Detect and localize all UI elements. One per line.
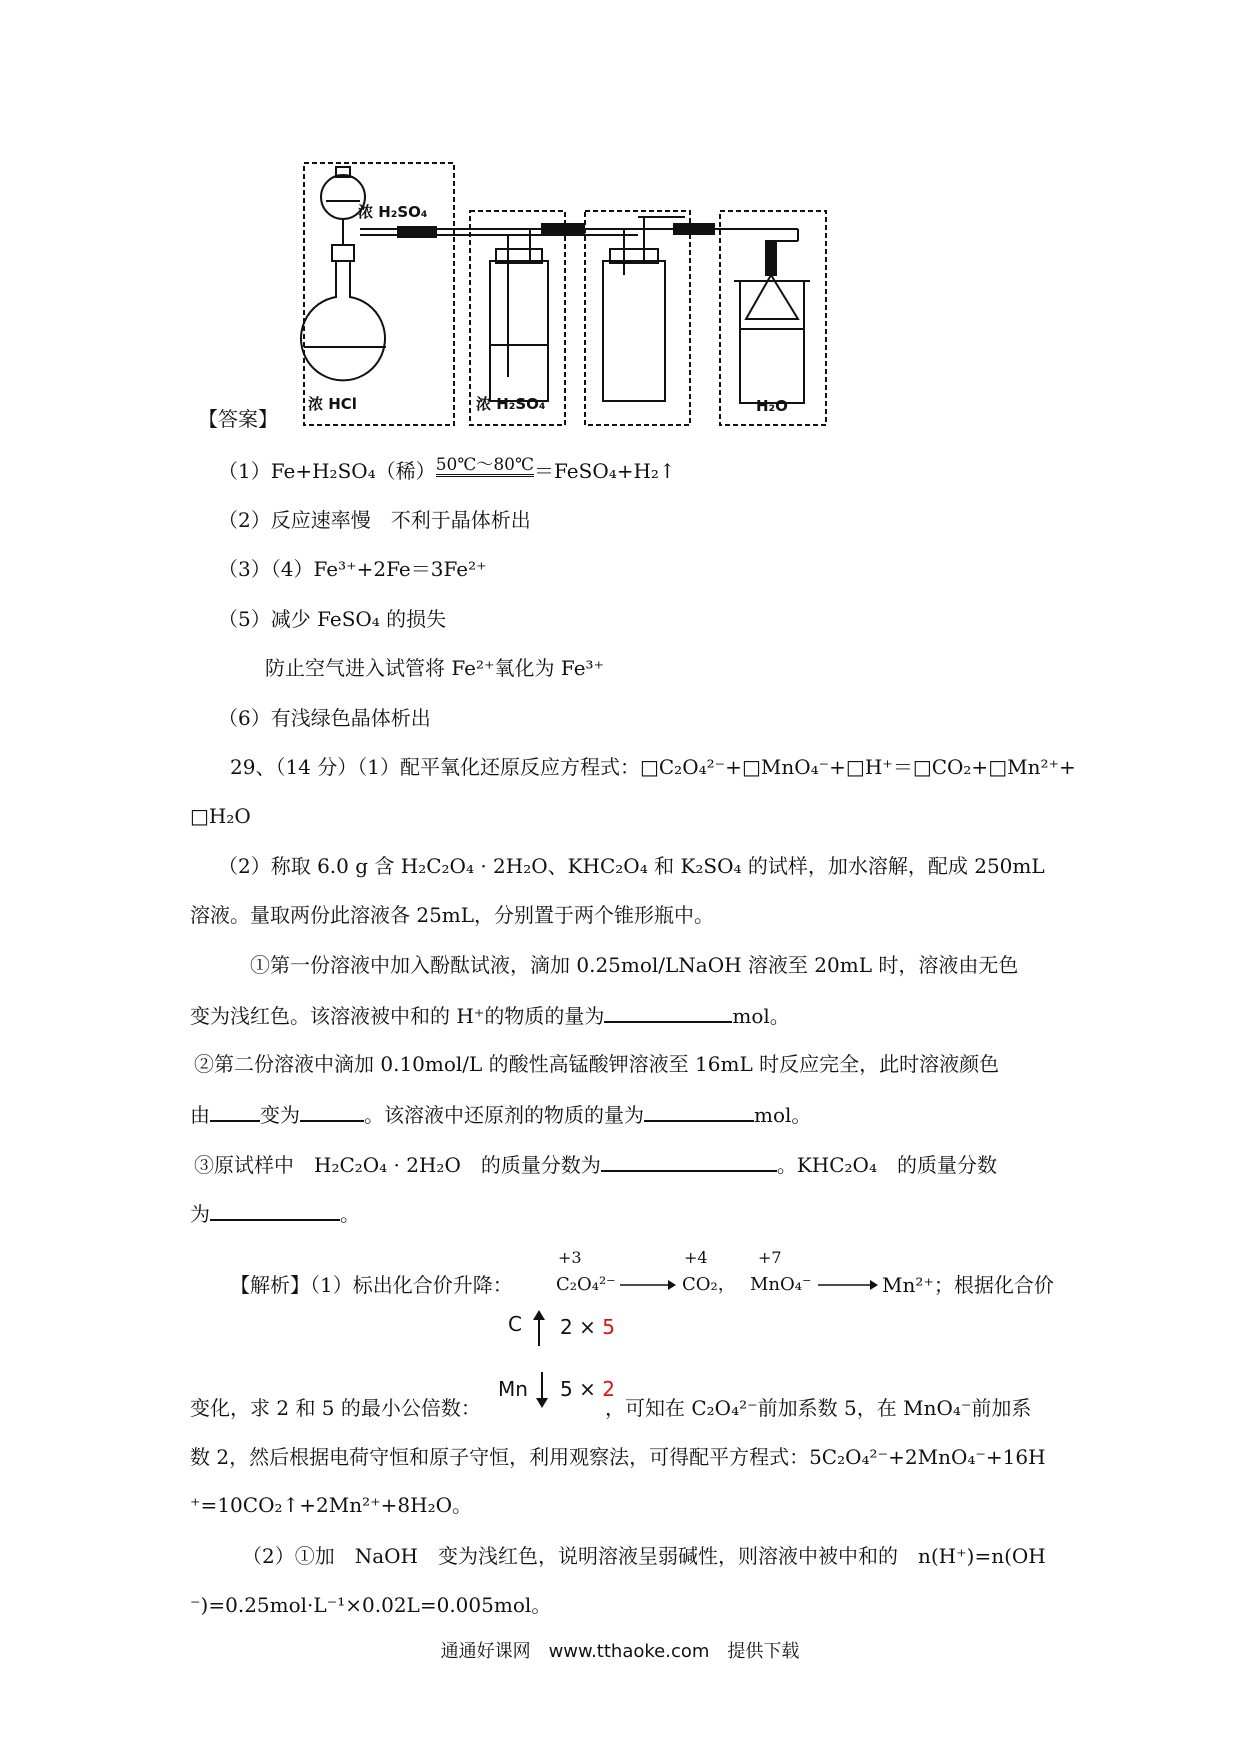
answer-num: （5） <box>218 607 271 631</box>
label-bottle: 浓 H₂SO₄ <box>476 395 546 413</box>
mn-mult-factor: 2 <box>602 1377 615 1401</box>
species-c2o4: C₂O₄²⁻ <box>556 1274 616 1295</box>
q29-sub1-unit: mol。 <box>732 1004 790 1028</box>
analysis-line-6: （2）①加 NaOH 变为浅红色，说明溶液呈弱碱性，则溶液中被中和的 n(H⁺)=n(OH <box>242 1544 1046 1568</box>
answer-line-2 <box>218 507 531 533</box>
answer-header: 【答案】 <box>198 407 278 431</box>
analysis-line-1: 【解析】（1）标出化合价升降： <box>230 1273 513 1297</box>
ox-state-c: +3 <box>558 1248 582 1267</box>
q29-sub3-text: 。KHC₂O₄ 的质量分数 <box>776 1153 997 1177</box>
answer-text: 减少 FeSO₄ 的损失 <box>270 607 447 631</box>
answer-blank[interactable] <box>604 1001 732 1023</box>
q29-sub2-unit: mol。 <box>754 1103 812 1127</box>
analysis-line-5: ⁺=10CO₂↑+2Mn²⁺+8H₂O。 <box>190 1493 472 1517</box>
c-mult-base: 2 × <box>560 1315 596 1339</box>
answer-line-4 <box>218 606 446 632</box>
c-multiplier <box>560 1314 615 1340</box>
label-flask: 浓 HCl <box>308 395 357 413</box>
answer-line-3 <box>218 556 487 582</box>
species-mno4: MnO₄⁻ <box>750 1274 812 1295</box>
q29-sub1-line-2 <box>190 1001 790 1029</box>
answer-num: （2） <box>218 508 271 532</box>
answer-text: ＝FeSO₄+H₂↑ <box>534 459 676 483</box>
answer-blank[interactable] <box>601 1150 777 1172</box>
species-mn2-text: Mn²⁺；根据化合价 <box>882 1273 1054 1297</box>
answer-text: 有浅绿色晶体析出 <box>270 706 431 730</box>
analysis-line-3a: 变化，求 2 和 5 的最小公倍数： <box>190 1396 481 1420</box>
q29-sub3-line-2 <box>190 1199 360 1227</box>
answer-num: （6） <box>218 706 271 730</box>
q29-sub3-text: ③原试样中 H₂C₂O₄ · 2H₂O 的质量分数为 <box>194 1153 601 1177</box>
answer-blank[interactable] <box>210 1199 340 1221</box>
analysis-line-7: ⁻)=0.25mol·L⁻¹×0.02L=0.005mol。 <box>190 1593 552 1617</box>
q29-sub1-text: 变为浅红色。该溶液被中和的 H⁺的物质的量为 <box>190 1004 605 1028</box>
answer-blank[interactable] <box>210 1100 260 1122</box>
answer-text: Fe³⁺+2Fe＝3Fe²⁺ <box>313 557 487 581</box>
answer-num: （3）（4） <box>218 557 314 581</box>
answer-line-6 <box>218 705 431 731</box>
ox-state-co2-c: +4 <box>684 1248 708 1267</box>
q29-sub2-text: 由 <box>190 1103 210 1127</box>
q29-sub3-text: 。 <box>340 1202 360 1226</box>
answer-line-1 <box>218 456 676 484</box>
arrow-up-icon <box>532 1310 546 1346</box>
answer-blank[interactable] <box>300 1100 364 1122</box>
reaction-condition: 50℃～80℃ <box>435 455 534 475</box>
q29-sub2-line-1: ②第二份溶液中滴加 0.10mol/L 的酸性高锰酸钾溶液至 16mL 时反应完全，此时溶液颜色 <box>194 1052 1000 1076</box>
c-mult-factor: 5 <box>602 1315 615 1339</box>
answer-text: Fe+H₂SO₄（稀） <box>270 459 436 483</box>
arrow-right-icon <box>818 1278 878 1292</box>
analysis-line-3b: ，可知在 C₂O₄²⁻前加系数 5，在 MnO₄⁻前加系 <box>605 1396 1032 1420</box>
q29-sub2-text: 变为 <box>260 1103 300 1127</box>
answer-text: 反应速率慢 不利于晶体析出 <box>270 508 531 532</box>
label-acid-top: 浓 H₂SO₄ <box>358 203 428 221</box>
page-footer: 通通好课网 www.tthaoke.com 提供下载 <box>440 1641 800 1662</box>
answer-blank[interactable] <box>644 1100 754 1122</box>
label-beaker: H₂O <box>756 397 788 415</box>
answer-num: （1） <box>218 459 271 483</box>
element-mn-label: Mn <box>498 1377 528 1401</box>
q29-line-1: 29、（14 分）（1）配平氧化还原反应方程式：□C₂O₄²⁻+□MnO₄⁻+□H⁺＝□CO₂+□Mn²⁺+ <box>230 755 1076 779</box>
q29-sub3-line-1 <box>194 1150 997 1178</box>
answer-line-5 <box>265 655 604 681</box>
q29-line-2: □H₂O <box>190 804 251 828</box>
species-co2: CO₂， <box>682 1274 736 1295</box>
q29-part2-line-2: 溶液。量取两份此溶液各 25mL，分别置于两个锥形瓶中。 <box>190 903 715 927</box>
element-c-label: C <box>508 1312 522 1336</box>
q29-sub3-text: 为 <box>190 1202 210 1226</box>
mn-mult-base: 5 × <box>560 1377 596 1401</box>
apparatus-diagram <box>298 157 838 437</box>
q29-sub1-line-1: ①第一份溶液中加入酚酞试液，滴加 0.25mol/LNaOH 溶液至 20mL 时，溶液由无色 <box>250 953 1019 977</box>
apparatus-svg <box>298 157 838 437</box>
analysis-line-4: 数 2，然后根据电荷守恒和原子守恒，利用观察法，可得配平方程式：5C₂O₄²⁻+2MnO₄⁻+16H <box>190 1445 1046 1469</box>
q29-part2-line-1: （2）称取 6.0 g 含 H₂C₂O₄ · 2H₂O、KHC₂O₄ 和 K₂SO₄ 的试样，加水溶解，配成 250mL <box>218 854 1045 878</box>
arrow-right-icon <box>620 1278 676 1292</box>
q29-sub2-text: 。该溶液中还原剂的物质的量为 <box>364 1103 644 1127</box>
ox-state-mn: +7 <box>758 1248 782 1267</box>
answer-text: 防止空气进入试管将 Fe²⁺氧化为 Fe³⁺ <box>265 656 605 680</box>
q29-sub2-line-2 <box>190 1100 811 1128</box>
arrow-down-icon <box>535 1372 549 1408</box>
